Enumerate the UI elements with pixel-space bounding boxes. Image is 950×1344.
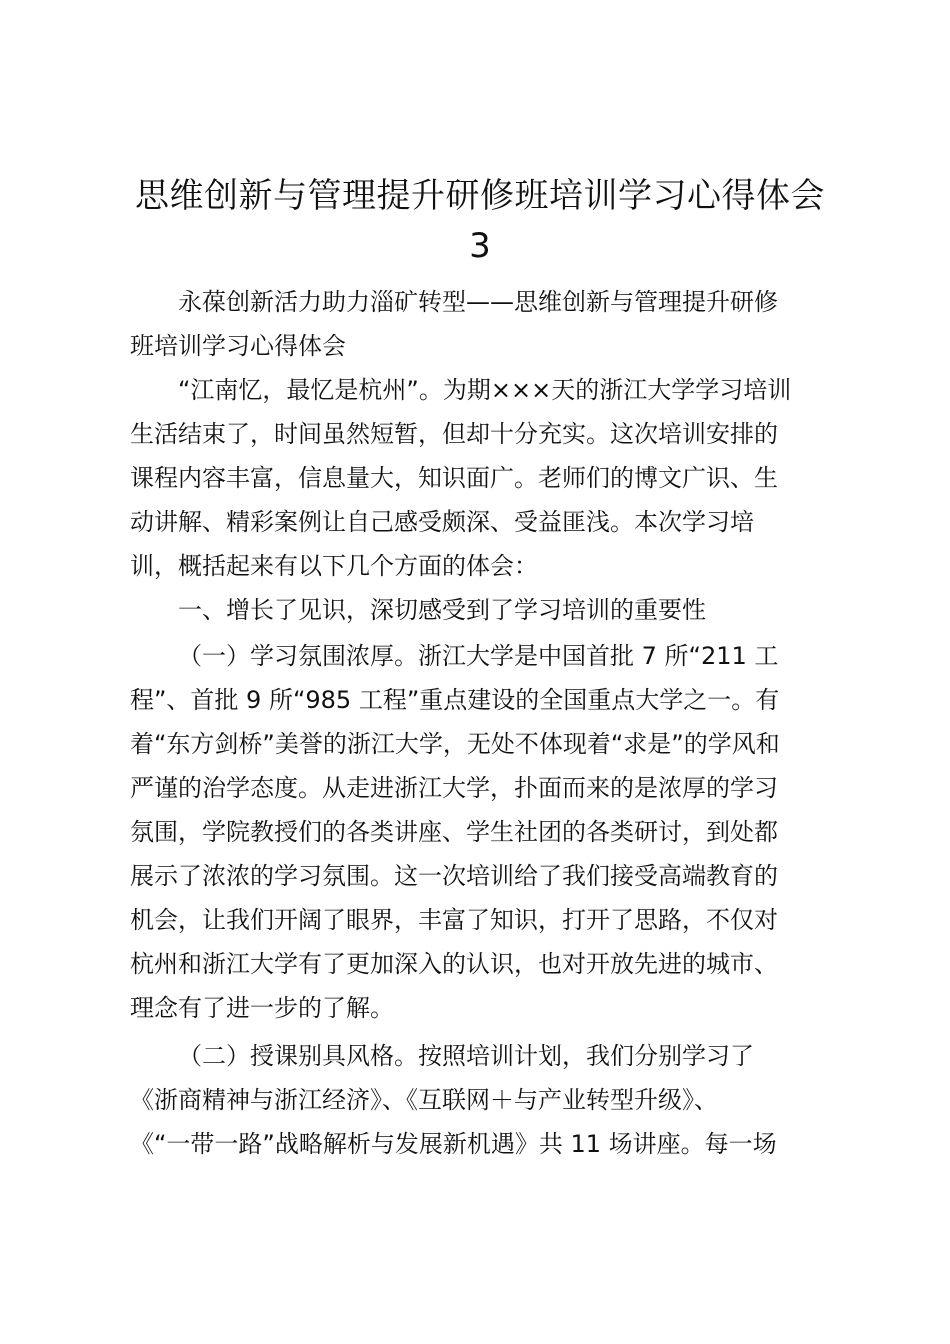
paragraph-line: 动讲解、精彩案例让自己感受颇深、受益匪浅。本次学习培 <box>130 508 754 536</box>
paragraph-line: 严谨的治学态度。从走进浙江大学，扑面而来的是浓厚的学习 <box>130 774 778 802</box>
paragraph-line: （一）学习氛围浓厚。浙江大学是中国首批 7 所“211 工 <box>178 642 779 670</box>
paragraph-line: 训，概括起来有以下几个方面的体会： <box>130 552 538 580</box>
subtitle-line-2: 班培训学习心得体会 <box>130 332 346 360</box>
paragraph-line: 课程内容丰富，信息量大，知识面广。老师们的博文广识、生 <box>130 464 778 492</box>
document-title: 思维创新与管理提升研修班培训学习心得体会 <box>135 176 825 216</box>
paragraph-line: 《浙商精神与浙江经济》、《互联网＋与产业转型升级》、 <box>130 1086 718 1114</box>
paragraph-line: 杭州和浙江大学有了更加深入的认识，也对开放先进的城市、 <box>130 950 778 978</box>
paragraph-line: 机会，让我们开阔了眼界，丰富了知识，打开了思路，不仅对 <box>130 906 778 934</box>
paragraph-line: 着“东方剑桥”美誉的浙江大学，无处不体现着“求是”的学风和 <box>130 730 780 758</box>
document-title-number: 3 <box>469 226 491 266</box>
paragraph-line: 生活结束了，时间虽然短暂，但却十分充实。这次培训安排的 <box>130 420 778 448</box>
paragraph-line: 理念有了进一步的了解。 <box>130 994 394 1022</box>
paragraph-line: “江南忆，最忆是杭州”。为期×××天的浙江大学学习培训 <box>178 376 792 404</box>
paragraph-line: （二）授课别具风格。按照培训计划，我们分别学习了 <box>178 1042 754 1070</box>
section-heading: 一、增长了见识，深切感受到了学习培训的重要性 <box>178 596 706 624</box>
paragraph-line: 《“一带一路”战略解析与发展新机遇》共 11 场讲座。每一场 <box>130 1130 777 1158</box>
paragraph-line: 展示了浓浓的学习氛围。这一次培训给了我们接受高端教育的 <box>130 862 778 890</box>
paragraph-line: 程”、首批 9 所“985 工程”重点建设的全国重点大学之一。有 <box>130 686 780 714</box>
subtitle-line-1: 永葆创新活力助力淄矿转型——思维创新与管理提升研修 <box>178 288 778 316</box>
paragraph-line: 氛围，学院教授们的各类讲座、学生社团的各类研讨，到处都 <box>130 818 778 846</box>
